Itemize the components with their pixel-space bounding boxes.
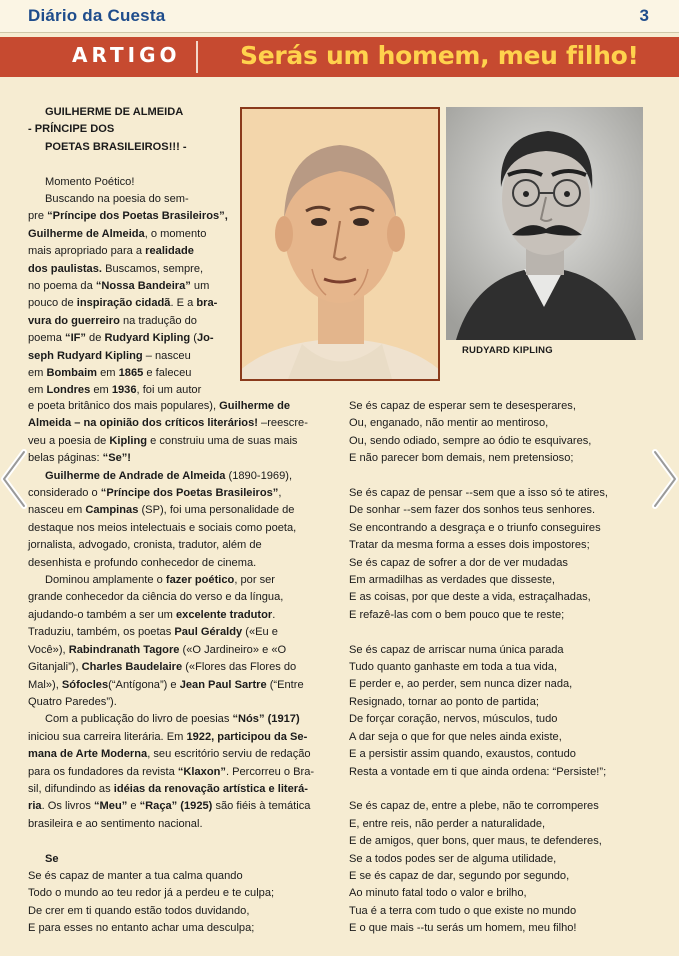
portrait-illustration	[242, 109, 438, 379]
spacer	[28, 156, 228, 173]
poem-line: Se és capaz de, entre a plebe, não te corromperes	[349, 800, 599, 813]
page-number: 3	[639, 6, 649, 25]
poem-line: Se encontrando a desgraça e o triunfo conseguires	[349, 521, 601, 534]
body-line: Dominou amplamente o fazer poético, por ser	[45, 574, 276, 587]
poem-title: Se	[45, 852, 59, 865]
photo-caption: RUDYARD KIPLING	[462, 345, 553, 356]
poem-line: Tudo quanto ganhaste em toda a tua vida,	[349, 661, 558, 674]
page-header	[0, 0, 679, 33]
poem-line: Em armadilhas as verdades que disseste,	[349, 574, 555, 587]
body-line: para os fundadores da revista “Klaxon”. Percorreu o Bra-	[28, 765, 315, 778]
poem-line: Ou, sendo odiado, sempre ao ódio te esquivares,	[349, 434, 592, 447]
poem-line: De forçar coração, nervos, músculos, tudo	[349, 713, 558, 726]
body-line: ajudando-o também a ser um excelente tradutor.	[28, 608, 276, 621]
poem-line: E não parecer bom demais, nem pretensioso;	[349, 452, 574, 465]
poem-line: Resta a vontade em ti que ainda ordena: “Persiste!”;	[349, 765, 607, 778]
intro-line: vura do guerreiro na tradução do	[28, 314, 197, 327]
poem-line: Todo o mundo ao teu redor já a perdeu e te culpa;	[28, 887, 275, 900]
stanza-break	[349, 468, 608, 485]
intro-line: seph Rudyard Kipling – nasceu	[28, 349, 191, 362]
body-line: iniciou sua carreira literária. Em 1922, participou da Se-	[28, 730, 308, 743]
body-line: e poeta britânico dos mais populares), Guilherme de	[28, 400, 291, 412]
poem-line: Ou, enganado, não mentir ao mentiroso,	[349, 417, 549, 430]
intro-line: em Bombaim em 1865 e faleceu	[28, 367, 192, 380]
body-line: destaque nos meios intelectuais e sociais como poeta,	[28, 521, 297, 534]
article-title: Serás um homem, meu filho!	[240, 41, 639, 70]
stanza-break	[349, 624, 608, 641]
poem-line: E de amigos, quer bons, quer maus, te defenderes,	[349, 835, 602, 848]
poem-line: E a persistir assim quando, exaustos, contudo	[349, 748, 576, 761]
body-line: grande conhecedor da ciência do verso e da língua,	[28, 591, 284, 604]
intro-line: pouco de inspiração cidadã. E a bra-	[28, 297, 218, 310]
intro-line: mais apropriado para a realidade	[28, 245, 194, 258]
kipling-photo	[446, 107, 643, 340]
chevron-left-icon	[0, 448, 30, 510]
poem-line: E refazê-las com o bem pouco que te reste;	[349, 608, 565, 621]
body-line: sil, difundindo as idéias da renovação artística e literá-	[28, 782, 308, 795]
intro-line: em Londres em 1936, foi um autor	[28, 384, 202, 397]
stanza-break	[349, 781, 608, 798]
spacer	[28, 833, 314, 850]
section-label: ARTIGO	[72, 43, 181, 67]
intro-heading-line: GUILHERME DE ALMEIDA	[45, 106, 184, 118]
previous-page-button[interactable]	[0, 448, 30, 510]
body-line: ria. Os livros “Meu” e “Raça” (1925) são fiéis à temática	[28, 800, 311, 813]
poem-line: E, entre reis, não perder a naturalidade,	[349, 817, 546, 830]
banner-divider	[196, 41, 198, 73]
next-page-button[interactable]	[649, 448, 679, 510]
body-line: Você»), Rabindranath Tagore («O Jardineiro» e «O	[28, 643, 287, 656]
poem-column	[349, 398, 608, 938]
body-line: Almeida – na opinião dos críticos literários! –reescre-	[28, 417, 308, 430]
body-line: Guilherme de Andrade de Almeida (1890-1969),	[45, 469, 293, 482]
body-line: Mal»), Sófocles(“Antígona”) e Jean Paul Sartre (“Entre	[28, 678, 304, 691]
poem-line: De sonhar --sem fazer dos sonhos teus senhores.	[349, 504, 596, 517]
intro-line: dos paulistas. Buscamos, sempre,	[28, 262, 204, 275]
intro-line: no poema da “Nossa Bandeira” um	[28, 280, 210, 293]
poem-line: Se és capaz de esperar sem te desesperares,	[349, 400, 576, 412]
poem-line: E se és capaz de dar, segundo por segundo,	[349, 869, 570, 882]
body-line: belas páginas: “Se”!	[28, 452, 131, 465]
poem-line: E as coisas, por que deste a vida, estraçalhadas,	[349, 591, 591, 604]
poem-line: Se a todos podes ser de alguma utilidade,	[349, 852, 557, 865]
poem-line: E o que mais --tu serás um homem, meu filho!	[349, 922, 577, 935]
body-line: nasceu em Campinas (SP), foi uma personalidade de	[28, 504, 295, 517]
article-banner	[0, 37, 679, 77]
poem-line: Tua é a terra com tudo o que existe no mundo	[349, 904, 577, 917]
poem-line: Se és capaz de sofrer a dor de ver mudadas	[349, 556, 568, 569]
body-line: Quatro Paredes”).	[28, 695, 117, 708]
body-line: Traduziu, também, os poetas Paul Géraldy («Eu e	[28, 626, 278, 639]
body-line: mana de Arte Moderna, seu escritório serviu de redação	[28, 748, 311, 761]
intro-line: pre “Príncipe dos Poetas Brasileiros”,	[28, 210, 228, 223]
poem-line: E para esses no entanto achar uma desculpa;	[28, 922, 255, 935]
portrait-rudyard-kipling	[446, 107, 643, 340]
body-line: brasileira e ao sentimento nacional.	[28, 817, 203, 830]
poem-line: Se és capaz de pensar --sem que a isso só te atires,	[349, 487, 608, 500]
body-line: jornalista, advogado, cronista, tradutor, além de	[28, 539, 262, 552]
intro-line: Buscando na poesia do sem-	[45, 193, 189, 206]
intro-line: Momento Poético!	[45, 175, 135, 188]
intro-line: Guilherme de Almeida, o momento	[28, 227, 207, 240]
intro-line: poema “IF” de Rudyard Kipling (Jo-	[28, 332, 214, 345]
poem-line: Resignado, tornar ao ponto de partida;	[349, 695, 539, 708]
poem-line: A dar seja o que for que neles ainda existe,	[349, 730, 562, 743]
poem-line: Se és capaz de manter a tua calma quando	[28, 869, 243, 882]
chevron-right-icon	[649, 448, 679, 510]
poem-line: De crer em ti quando estão todos duvidando,	[28, 904, 250, 917]
poem-line: Tratar da mesma forma a esses dois impostores;	[349, 539, 590, 552]
body-line: considerado o “Príncipe dos Poetas Brasileiros”,	[28, 487, 282, 500]
poem-line: Se és capaz de arriscar numa única parada	[349, 643, 564, 656]
body-line: Com a publicação do livro de poesias “Nós” (1917)	[45, 713, 300, 726]
newspaper-name: Diário da Cuesta	[28, 6, 166, 25]
intro-heading-line: POETAS BRASILEIROS!!! -	[45, 140, 187, 153]
intro-column	[28, 104, 228, 400]
body-line: Gitanjali”), Charles Baudelaire («Flores das Flores do	[28, 661, 297, 674]
poem-line: E perder e, ao perder, sem nunca dizer nada,	[349, 678, 573, 691]
intro-heading-line: - PRÍNCIPE DOS	[28, 123, 115, 136]
article-body-column	[28, 398, 314, 938]
poem-line: Ao minuto fatal todo o valor e brilho,	[349, 887, 527, 900]
body-line: veu a poesia de Kipling e construiu uma de suas mais	[28, 434, 298, 447]
body-line: desenhista e profundo conhecedor de cinema.	[28, 556, 257, 569]
portrait-guilherme-de-almeida	[240, 107, 440, 381]
